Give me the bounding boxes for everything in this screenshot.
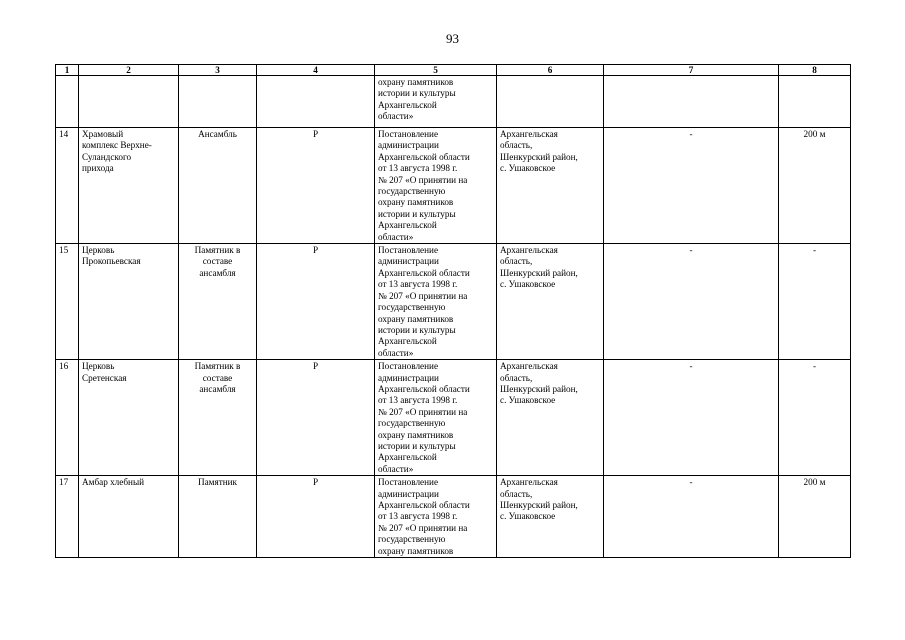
text-line: истории и культуры [378,208,456,219]
text-line: от 13 августа 1998 г. [378,395,458,406]
text-line: составе [202,256,233,267]
text-line: Церковь [82,245,115,256]
page-number: 93 [446,31,459,46]
cell-col8 [779,76,851,128]
text-line: администрации [378,140,439,151]
text-line: государственную [378,186,446,197]
table-header-row [56,65,851,76]
cell-category [179,76,257,128]
text-line: Архангельской области [378,500,470,510]
cell-category [179,128,257,244]
cell-number: 17 [56,476,79,558]
cell-location [497,76,604,128]
column-header: 4 [257,65,375,76]
text-line: Суландского [82,151,132,162]
column-header: 2 [79,65,179,76]
text-line: Памятник в [194,245,241,256]
text-line: область, [500,140,533,151]
text-line: № 207 «О принятии на [378,522,468,533]
text-line: Архангельской области [378,151,470,162]
text-line: Храмовый [82,129,124,139]
text-line: с. Ушаковское [500,511,556,522]
cell-col8: - [779,244,851,360]
text-line: с. Ушаковское [500,163,556,174]
text-line: охрану памятников [378,429,454,440]
cell-col7: - [604,128,779,244]
text-line: Архангельской области [378,383,470,394]
cell-name [79,476,179,558]
text-line: области» [378,111,414,122]
cell-category [179,476,257,558]
cell-name [79,360,179,476]
text-line: Амбар хлебный [82,477,145,488]
cell-col8: 200 м [779,128,851,244]
text-line: государственную [378,302,446,313]
text-line: Шенкурский район, [500,267,578,278]
cell-col7: - [604,244,779,360]
text-line: Архангельская [500,129,558,139]
cell-significance: Р [257,476,375,558]
column-header: 8 [779,65,851,76]
text-line: государственную [378,534,446,545]
table-row [56,128,851,244]
text-line: Ансамбль [198,129,237,139]
cell-category [179,244,257,360]
table-row [56,476,851,558]
cell-document [375,244,497,360]
text-line: Архангельской области [378,267,470,278]
text-line: от 13 августа 1998 г. [378,511,458,522]
text-line: от 13 августа 1998 г. [378,163,458,174]
column-header: 1 [56,65,79,76]
table-row [56,244,851,360]
text-line: охрану памятников [378,545,454,556]
text-line: охрану памятников [378,77,454,87]
text-line: область, [500,256,533,267]
text-line: Постановление [378,245,439,256]
column-header: 6 [497,65,604,76]
cell-col7 [604,76,779,128]
text-line: области» [378,463,414,474]
text-line: ансамбля [199,383,236,394]
cell-document [375,76,497,128]
heritage-registry-table [55,64,851,558]
text-line: администрации [378,256,439,267]
text-line: составе [202,372,233,383]
cell-col7: - [604,476,779,558]
text-line: Сретенская [82,372,127,383]
text-line: Шенкурский район, [500,383,578,394]
text-line: Архангельской [378,220,437,231]
text-line: истории и культуры [378,88,456,99]
text-line: охрану памятников [378,197,454,208]
column-header: 5 [375,65,497,76]
cell-number: 14 [56,128,79,244]
cell-document [375,476,497,558]
text-line: Шенкурский район, [500,500,578,510]
text-line: области» [378,347,414,358]
text-line: Архангельская [500,245,558,256]
text-line: № 207 «О принятии на [378,406,468,417]
text-line: от 13 августа 1998 г. [378,279,458,290]
text-line: область, [500,488,533,499]
text-line: Церковь [82,361,115,372]
cell-col8: - [779,360,851,476]
cell-location [497,244,604,360]
text-line: Прокопьевская [82,256,141,267]
text-line: истории и культуры [378,440,456,451]
cell-significance: Р [257,128,375,244]
text-line: Постановление [378,129,439,139]
table-row [56,76,851,128]
cell-number: 16 [56,360,79,476]
text-line: области» [378,231,414,242]
text-line: Архангельская [500,477,558,488]
text-line: с. Ушаковское [500,279,556,290]
text-line: Архангельской [378,336,437,347]
text-line: ансамбля [199,267,236,278]
cell-document [375,360,497,476]
text-line: Архангельская [500,361,558,372]
text-line: комплекс Верхне- [82,140,152,151]
text-line: Постановление [378,477,439,488]
cell-col7: - [604,360,779,476]
column-header: 7 [604,65,779,76]
cell-name [79,76,179,128]
text-line: истории и культуры [378,324,456,335]
text-line: Постановление [378,361,439,372]
cell-name [79,128,179,244]
cell-significance: Р [257,360,375,476]
text-line: область, [500,372,533,383]
cell-document [375,128,497,244]
text-line: Шенкурский район, [500,151,578,162]
cell-location [497,476,604,558]
cell-number: 15 [56,244,79,360]
column-header: 3 [179,65,257,76]
text-line: № 207 «О принятии на [378,174,468,185]
text-line: администрации [378,488,439,499]
text-line: Архангельской [378,99,437,110]
text-line: с. Ушаковское [500,395,556,406]
cell-location [497,360,604,476]
cell-location [497,128,604,244]
cell-number [56,76,79,128]
text-line: администрации [378,372,439,383]
text-line: прихода [82,163,114,174]
cell-significance [257,76,375,128]
table-row [56,360,851,476]
text-line: № 207 «О принятии на [378,290,468,301]
cell-name [79,244,179,360]
cell-significance: Р [257,244,375,360]
text-line: Памятник в [194,361,241,372]
text-line: Памятник [197,477,238,488]
cell-category [179,360,257,476]
cell-col8: 200 м [779,476,851,558]
text-line: Архангельской [378,452,437,463]
text-line: охрану памятников [378,313,454,324]
text-line: государственную [378,418,446,429]
